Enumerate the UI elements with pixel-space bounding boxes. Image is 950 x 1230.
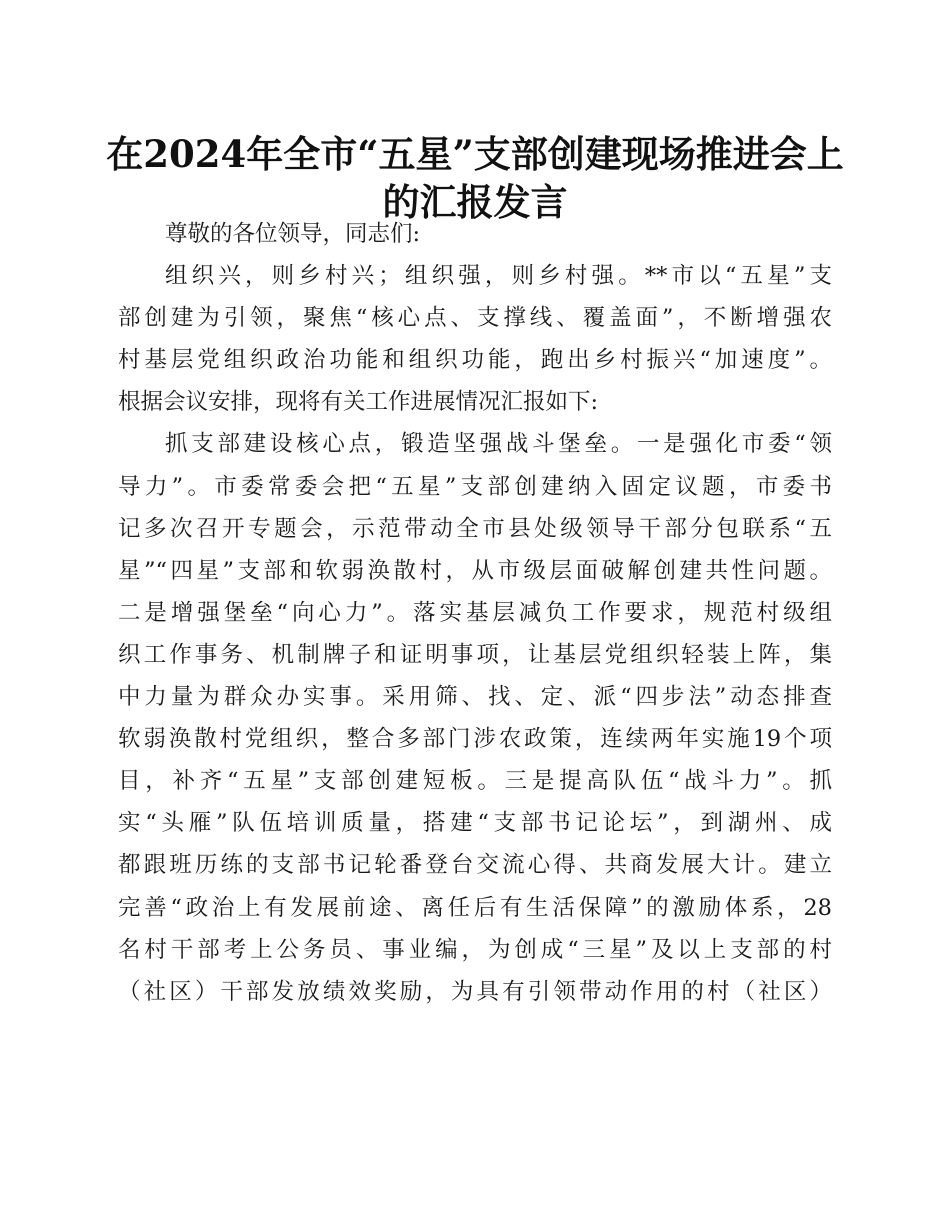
paragraph-line: 名村干部考上公务员、事业编，为创成“三星”及以上支部的村	[118, 936, 832, 963]
paragraph-line: 星”“四星”支部和软弱涣散村，从市级层面破解创建共性问题。	[118, 557, 832, 584]
paragraph-line: 村基层党组织政治功能和组织功能，跑出乡村振兴“加速度”。	[118, 347, 832, 374]
title-line: 的汇报发言	[382, 180, 568, 224]
paragraph-line: 抓支部建设核心点，锻造坚强战斗堡垒。一是强化市委“领	[165, 431, 832, 458]
paragraph-line: 记多次召开专题会，示范带动全市县处级领导干部分包联系“五	[118, 515, 832, 542]
paragraph-line: 实“头雁”队伍培训质量，搭建“支部书记论坛”，到湖州、成	[118, 810, 832, 837]
paragraph-line: 完善“政治上有发展前途、离任后有生活保障”的激励体系，28	[118, 894, 832, 921]
paragraph-line: 织工作事务、机制牌子和证明事项，让基层党组织轻装上阵，集	[118, 641, 832, 668]
paragraph-line: 中力量为群众办实事。采用筛、找、定、派“四步法”动态排查	[118, 684, 832, 711]
paragraph-line: 导力”。市委常委会把“五星”支部创建纳入固定议题，市委书	[118, 473, 832, 500]
paragraph-line: 根据会议安排，现将有关工作进展情况汇报如下:	[118, 389, 599, 416]
paragraph-intro	[118, 255, 832, 423]
paragraph-line: 软弱涣散村党组织，整合多部门涉农政策，连续两年实施19个项	[118, 726, 832, 753]
paragraph-line: （社区）干部发放绩效奖励，为具有引领带动作用的村（社区）	[118, 978, 832, 1005]
salutation: 尊敬的各位领导，同志们:	[165, 221, 421, 247]
paragraph-line: 组织兴，则乡村兴；组织强，则乡村强。**市以“五星”支	[165, 263, 832, 290]
document-body	[118, 213, 832, 1013]
paragraph-core-point	[118, 423, 832, 1012]
title-line: 在2024年全市“五星”支部创建现场推进会上	[106, 132, 844, 176]
paragraph-line: 目，补齐“五星”支部创建短板。三是提高队伍“战斗力”。抓	[118, 768, 832, 795]
paragraph-line: 部创建为引领，聚焦“核心点、支撑线、覆盖面”，不断增强农	[118, 305, 832, 332]
paragraph-line: 二是增强堡垒“向心力”。落实基层减负工作要求，规范村级组	[118, 599, 832, 626]
paragraph-line: 都跟班历练的支部书记轮番登台交流心得、共商发展大计。建立	[118, 852, 832, 879]
document-title	[100, 130, 850, 226]
